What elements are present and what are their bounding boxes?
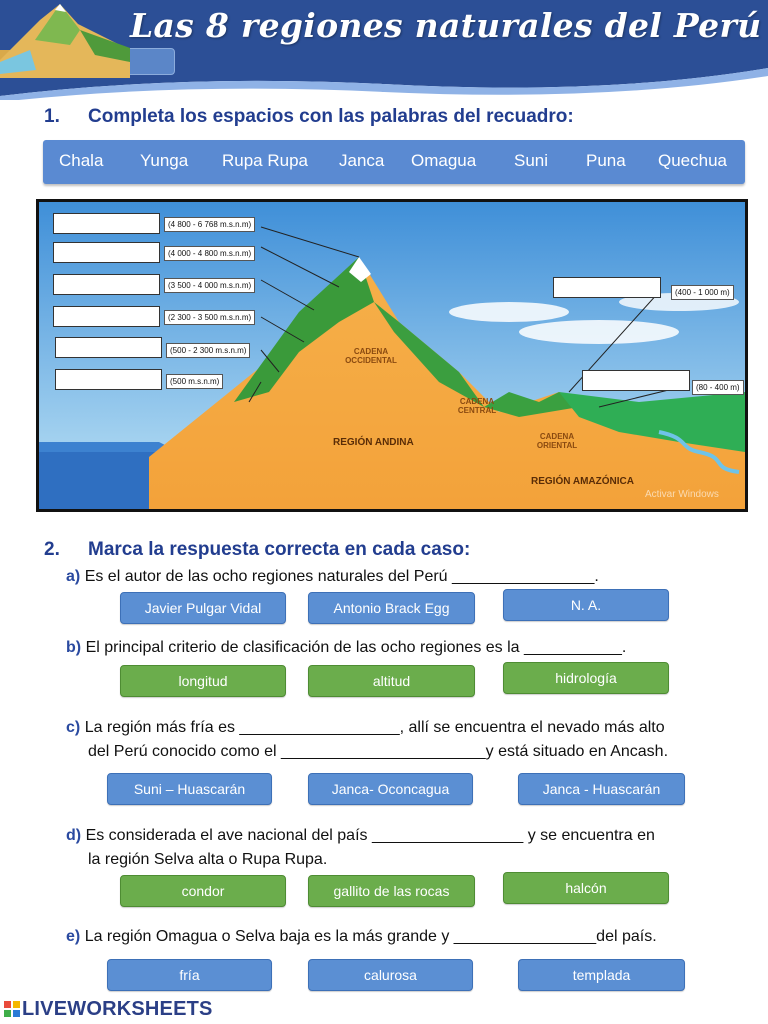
peru-relief-icon [0,0,130,78]
question-e-text: La región Omagua o Selva baja es la más grande y ________________del país. [84,928,657,945]
section2-number: 2. [44,539,60,560]
question-a-text: Es el autor de las ocho regiones naturales del Perú ________________. [84,568,599,585]
question-b-text: El principal criterio de clasificación de las ocho regiones es la ___________. [85,639,627,656]
question-b-letter: b) [66,639,82,656]
option-c1-button[interactable]: Suni – Huascarán [107,773,272,805]
option-e1-button[interactable]: fría [107,959,272,991]
blank-region-7[interactable] [553,277,661,298]
altitude-label-3: (3 500 - 4 000 m.s.n.m) [164,278,255,293]
altitude-label-1: (4 800 - 6 768 m.s.n.m) [164,217,255,232]
question-c-text-line1: La región más fría es __________________, allí se encuentra el nevado más alto [84,719,665,736]
option-d3-button[interactable]: halcón [503,872,669,904]
option-a1-button[interactable]: Javier Pulgar Vidal [120,592,286,624]
region-andina-label: REGIÓN ANDINA [333,437,414,448]
altitude-label-2: (4 000 - 4 800 m.s.n.m) [164,246,255,261]
activation-watermark: Activar Windows [645,489,719,500]
word-chala[interactable]: Chala [59,151,104,170]
altitude-label-5: (500 - 2 300 m.s.n.m) [166,343,250,358]
option-d1-button[interactable]: condor [120,875,286,907]
question-d-letter: d) [66,827,82,844]
option-e2-button[interactable]: calurosa [308,959,473,991]
cadena-oriental-label: CADENA ORIENTAL [536,432,578,450]
word-bank [43,140,745,184]
blank-region-2[interactable] [53,242,160,263]
option-c2-button[interactable]: Janca- Oconcagua [308,773,473,805]
word-yunga[interactable]: Yunga [140,151,189,170]
option-b1-button[interactable]: longitud [120,665,286,697]
word-rupa-rupa[interactable]: Rupa Rupa [222,151,309,170]
liveworksheets-logo [4,998,213,1021]
region-amazonica-label: REGIÓN AMAZÓNICA [531,476,634,487]
option-a2-button[interactable]: Antonio Brack Egg [308,592,475,624]
blank-region-1[interactable] [53,213,160,234]
altitude-label-8: (80 - 400 m) [692,380,744,395]
altitude-label-6: (500 m.s.n.m) [166,374,223,389]
blank-region-4[interactable] [53,306,160,327]
question-c-letter: c) [66,719,81,736]
word-suni[interactable]: Suni [514,151,549,170]
question-a [66,565,599,589]
section2-heading-text: Marca la respuesta correcta en cada caso: [88,539,471,560]
altitude-label-4: (2 300 - 3 500 m.s.n.m) [164,310,255,325]
blank-region-5[interactable] [55,337,162,358]
question-e-letter: e) [66,928,81,945]
question-d-text-line2: la región Selva alta o Rupa Rupa. [88,851,328,868]
option-e3-button[interactable]: templada [518,959,685,991]
option-b3-button[interactable]: hidrología [503,662,669,694]
question-c-text-line2: del Perú conocido como el _______________________y está situado en Ancash. [88,743,669,760]
cadena-central-label: CADENA CENTRAL [457,397,497,415]
word-quechua[interactable]: Quechua [658,151,727,170]
question-a-letter: a) [66,568,81,585]
liveworksheets-mark-icon [4,1001,20,1017]
section2-heading [44,539,470,561]
question-d-text-line1: Es considerada el ave nacional del país _________________ y se encuentra en [85,827,655,844]
section1-heading-text: Completa los espacios con las palabras del recuadro: [88,106,574,127]
question-b [66,636,626,660]
blank-region-3[interactable] [53,274,160,295]
question-c [66,716,665,740]
word-omagua[interactable]: Omagua [411,151,477,170]
section1-number: 1. [44,106,60,127]
regions-diagram [36,199,748,512]
option-c3-button[interactable]: Janca - Huascarán [518,773,685,805]
page-title: Las 8 regiones naturales del Perú [130,6,762,45]
option-d2-button[interactable]: gallito de las rocas [308,875,475,907]
cadena-occidental-label: CADENA OCCIDENTAL [345,347,397,365]
option-a3-button[interactable]: N. A. [503,589,669,621]
word-janca[interactable]: Janca [339,151,385,170]
question-d [66,824,655,848]
word-puna[interactable]: Puna [586,151,626,170]
header-banner [0,0,768,100]
altitude-label-7: (400 - 1 000 m) [671,285,734,300]
question-e [66,925,657,949]
section1-heading [44,106,574,128]
blank-region-8[interactable] [582,370,690,391]
blank-region-6[interactable] [55,369,162,390]
footer-brand: LIVEWORKSHEETS [22,998,213,1020]
option-b2-button[interactable]: altitud [308,665,475,697]
